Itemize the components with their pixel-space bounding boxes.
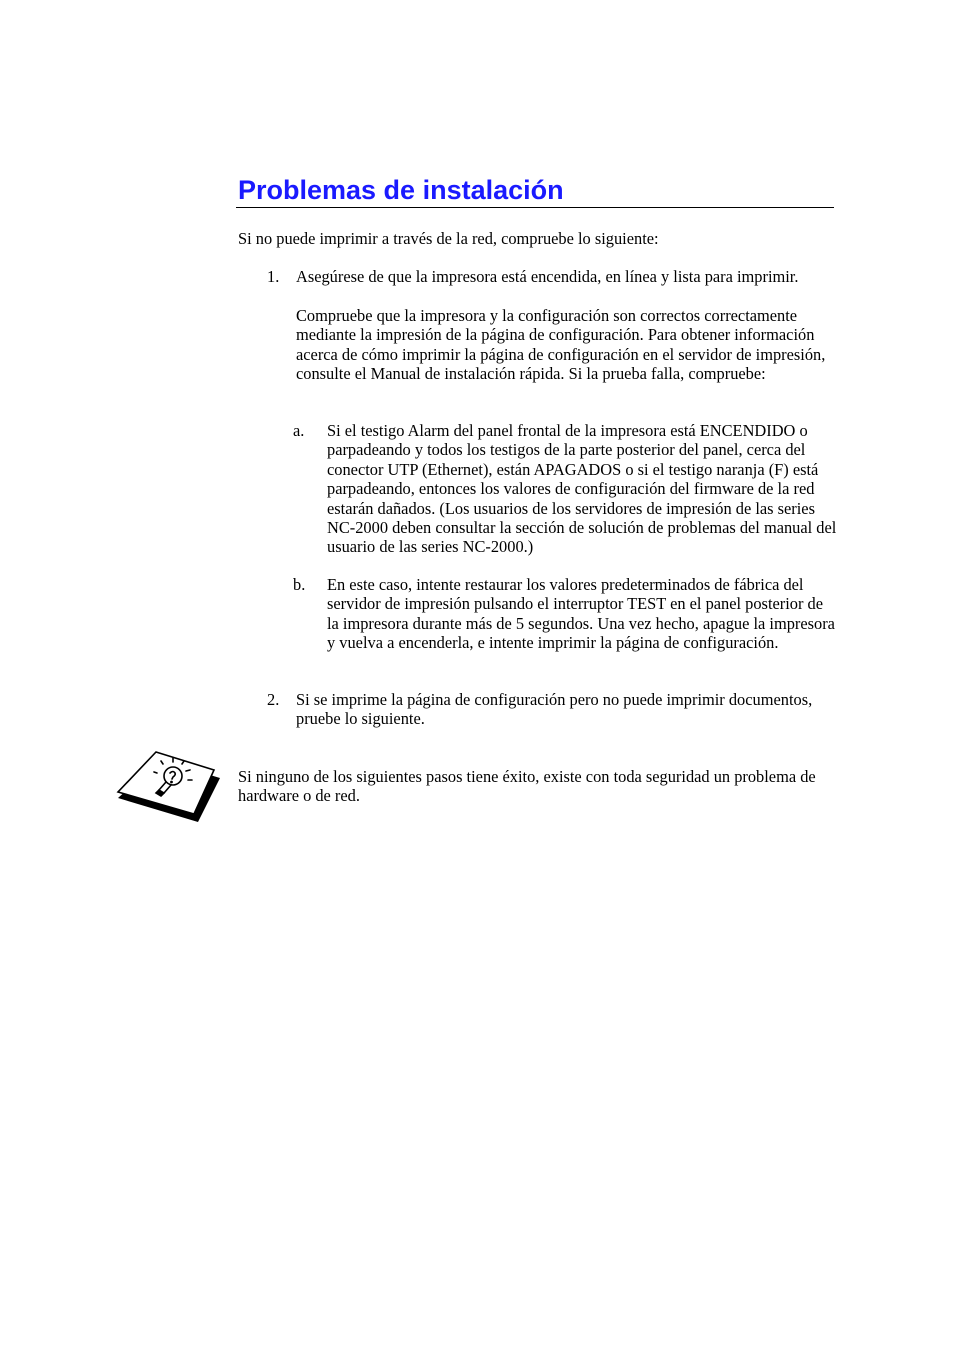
intro-text: Si no puede imprimir a través de la red, compruebe lo siguiente: [238,229,659,248]
page-title: Problemas de instalación [238,175,564,205]
title-rule [236,207,834,208]
substep-a-letter: a. [293,421,305,440]
step-1-text: Asegúrese de que la impresora está encendida, en línea y lista para imprimir. [296,267,799,286]
substep-b-letter: b. [293,575,306,594]
step-2-number: 2. [267,690,280,709]
substep-b-text: En este caso, intente restaurar los valores predeterminados de fábrica del servidor de impresión pulsando el interruptor TEST en el panel posterior de la impresora durante más de 5 segundos. Una vez hecho, apague la impresora y vuelva a encenderla, e intente imprimir la página de configuración. [327,575,835,653]
step-1-detail: Compruebe que la impresora y la configuración son correctos correctamente mediante la impresión de la página de configuración. Para obtener información acerca de cómo imprimir la página de configuración en el servidor de impresión, consulte el Manual de instalación rápida. Si la prueba falla, compruebe: [296,306,826,384]
lightbulb-note-icon [114,748,220,824]
step-1-number: 1. [267,267,280,286]
substep-a-text: Si el testigo Alarm del panel frontal de la impresora está ENCENDIDO o parpadeando y todos los testigos de la parte posterior del panel, cerca del conector UTP (Ethernet), están APAGADOS o si el testigo naranja (F) está parpadeando, entonces los valores de configuración del firmware de la red estarán dañados. (Los usuarios de los servidores de impresión de las series NC-2000 deben consultar la sección de solución de problemas del manual del usuario de las series NC-2000.) [327,421,837,557]
step-2-text: Si se imprime la página de configuración pero no puede imprimir documentos, pruebe lo siguiente. [296,690,813,729]
tip-text: Si ninguno de los siguientes pasos tiene éxito, existe con toda seguridad un problema de hardware o de red. [238,767,816,806]
